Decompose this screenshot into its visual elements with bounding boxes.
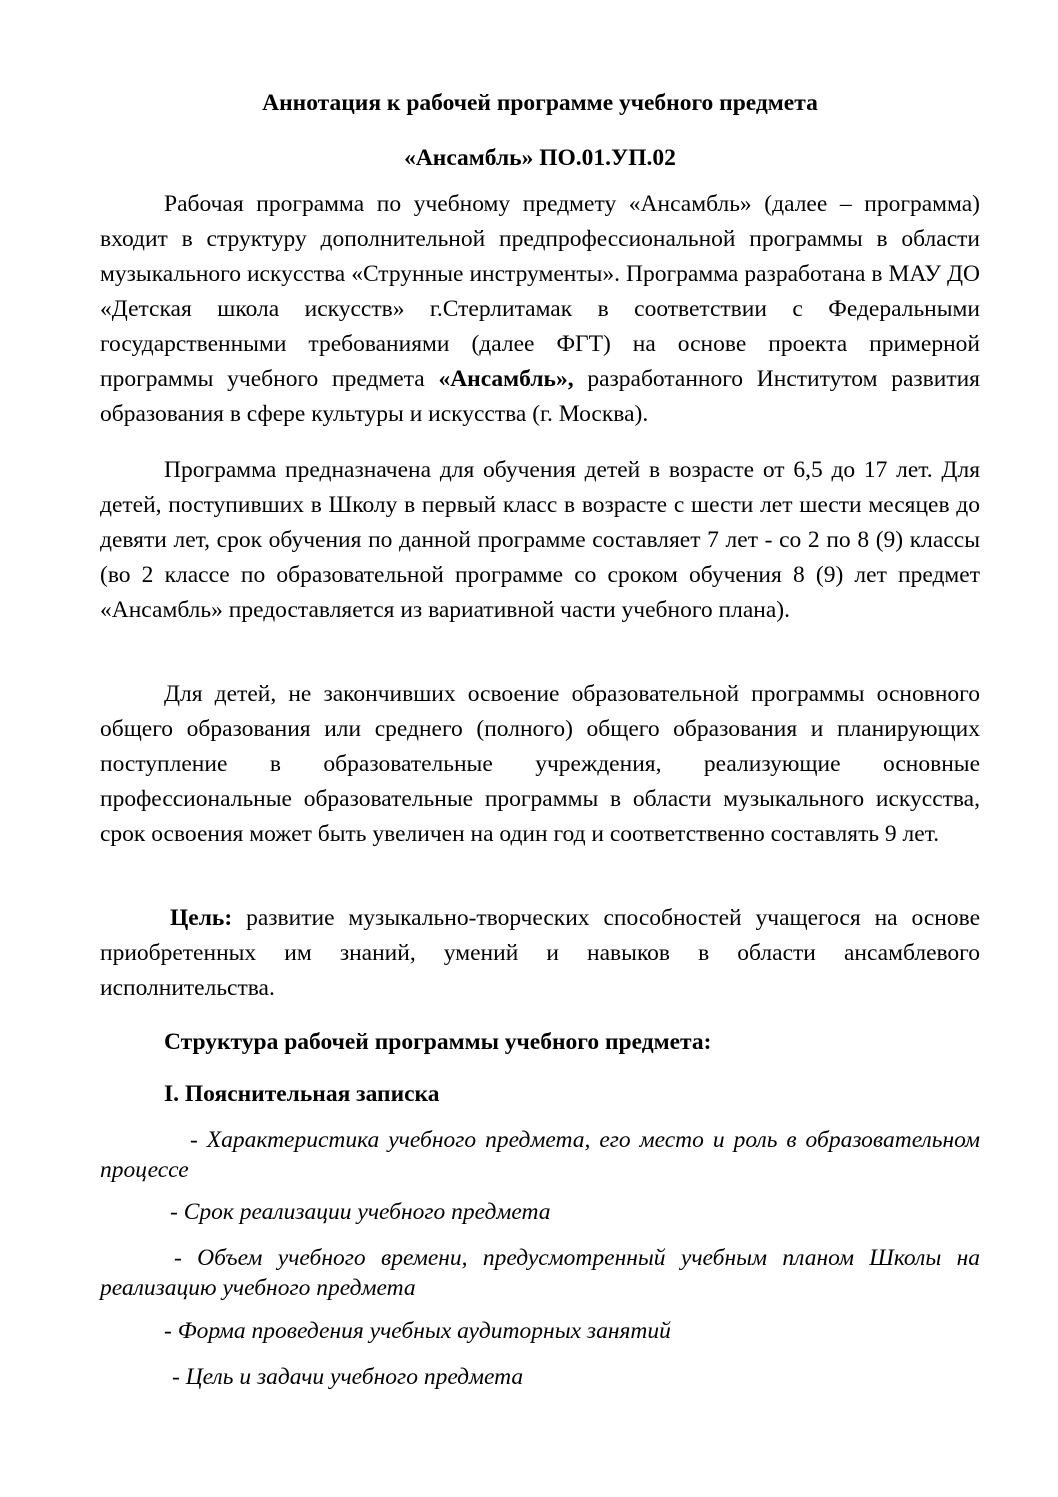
paragraph-intro-text: Рабочая программа по учебному предмету «Ансамбль» (далее – программа) входит в структуру дополнительной предпрофессиональной программы в области музыкального искусства «Струнные инструменты». Программа разработана в МАУ ДО «Детская школа искусств» г.Стерлитамак в соответствии с Федеральными государственными требованиями (далее ФГТ) на основе проекта примерной программы учебного предмета	[100, 191, 980, 392]
document-subtitle: «Ансамбль» ПО.01.УП.02	[404, 145, 676, 171]
paragraph-intro	[100, 187, 980, 432]
document-title: Аннотация к рабочей программе учебного предмета	[262, 90, 818, 116]
structure-item: - Цель и задачи учебного предмета	[172, 1364, 524, 1390]
structure-heading: Структура рабочей программы учебного предмета:	[164, 1029, 712, 1055]
paragraph-intro-tail: разработанного Институтом развития образования в сфере культуры и искусства (г. Москва).	[100, 366, 980, 427]
structure-item: - Характеристика учебного предмета, его место и роль в образовательном процессе	[100, 1127, 980, 1183]
paragraph-goal	[100, 901, 980, 1006]
goal-label: Цель:	[170, 905, 233, 931]
paragraph-duration: Программа предназначена для обучения детей в возрасте от 6,5 до 17 лет. Для детей, поступивших в Школу в первый класс в возрасте с шести лет шести месяцев до девяти лет, срок обучения по данной программе составляет 7 лет - со 2 по 8 (9) классы (во 2 классе по образовательной программе со сроком обучения 8 (9) лет предмет «Ансамбль» предоставляется из вариативной части учебного плана).	[100, 457, 980, 623]
structure-item: - Форма проведения учебных аудиторных занятий	[164, 1318, 671, 1344]
section-title: I. Пояснительная записка	[164, 1081, 440, 1107]
goal-text: развитие музыкально-творческих способностей учащегося на основе приобретенных им знаний, умений и навыков в области ансамблевого исполнительства.	[100, 905, 980, 1001]
structure-item: - Срок реализации учебного предмета	[170, 1199, 551, 1225]
paragraph-intro-bold: «Ансамбль»,	[438, 366, 574, 392]
paragraph-extension: Для детей, не закончивших освоение образовательной программы основного общего образования или среднего (полного) общего образования и планирующих поступление в образовательные учреждения, реализующие основные профессиональные образовательные программы в области музыкального искусства, срок освоения может быть увеличен на один год и соответственно составлять 9 лет.	[100, 681, 980, 847]
structure-item: - Объем учебного времени, предусмотренный учебным планом Школы на реализацию учебного предмета	[100, 1245, 980, 1301]
